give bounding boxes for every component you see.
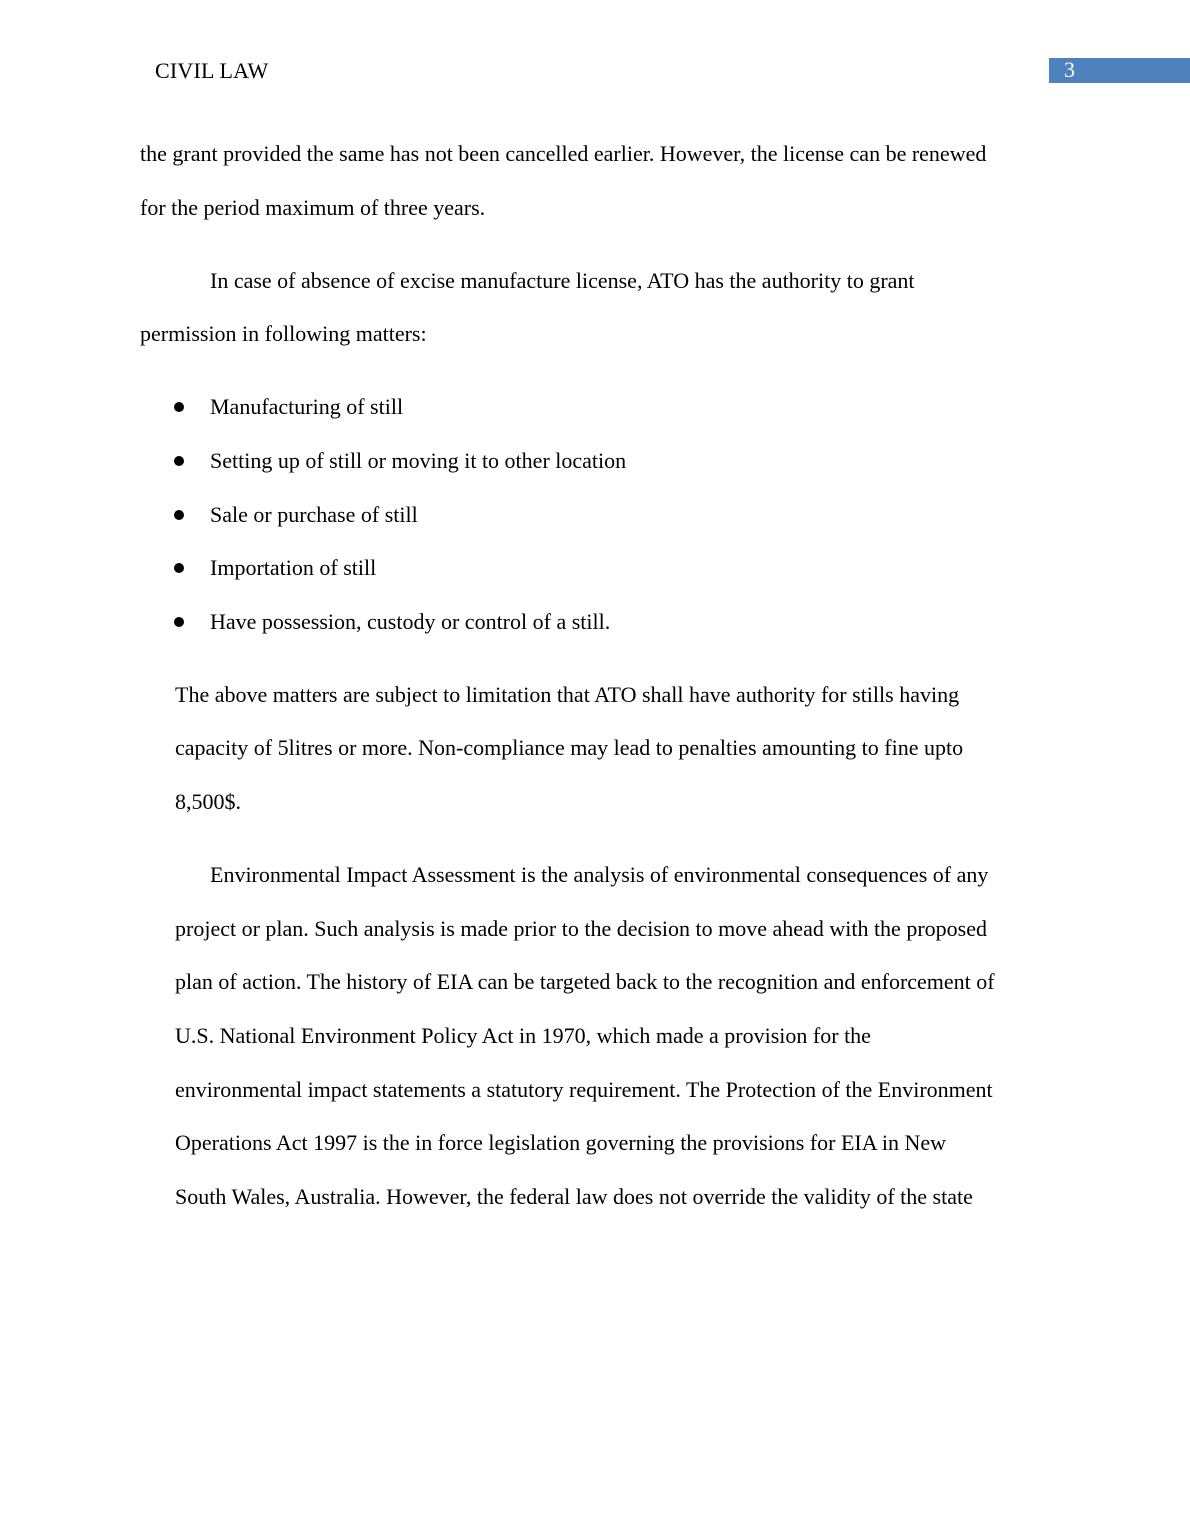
paragraph-line: for the period maximum of three years. — [140, 195, 486, 220]
paragraph-line: South Wales, Australia. However, the federal law does not override the validity of the state — [175, 1184, 973, 1209]
paragraph-line: capacity of 5litres or more. Non-compliance may lead to penalties amounting to fine upto — [175, 735, 964, 760]
bullet-icon — [174, 456, 184, 466]
paragraph-line: Environmental Impact Assessment is the analysis of environmental consequences of any — [210, 862, 989, 887]
paragraph-line: 8,500$. — [175, 789, 241, 814]
paragraph-line: plan of action. The history of EIA can be targeted back to the recognition and enforcement of — [175, 969, 995, 994]
paragraph-line: project or plan. Such analysis is made prior to the decision to move ahead with the proposed — [175, 916, 987, 941]
paragraph-line: Operations Act 1997 is the in force legislation governing the provisions for EIA in New — [175, 1130, 947, 1155]
bullet-icon — [174, 510, 184, 520]
paragraph-line: the grant provided the same has not been cancelled earlier. However, the license can be renewed — [140, 141, 987, 166]
page-number: 3 — [1064, 57, 1075, 82]
paragraph-line: environmental impact statements a statutory requirement. The Protection of the Environment — [175, 1077, 993, 1102]
list-item-text: Importation of still — [210, 555, 377, 580]
paragraph-line: In case of absence of excise manufacture license, ATO has the authority to grant — [210, 268, 915, 293]
list-item-text: Have possession, custody or control of a still. — [210, 609, 611, 634]
paragraph-line: U.S. National Environment Policy Act in 1970, which made a provision for the — [175, 1023, 871, 1048]
list-item-text: Setting up of still or moving it to other location — [210, 448, 627, 473]
list-item-text: Sale or purchase of still — [210, 502, 418, 527]
bullet-icon — [174, 617, 184, 627]
page-number-band — [1049, 58, 1190, 83]
paragraph-line: permission in following matters: — [140, 321, 427, 346]
bullet-icon — [174, 402, 184, 412]
paragraph-line: The above matters are subject to limitation that ATO shall have authority for stills having — [175, 682, 960, 707]
list-item-text: Manufacturing of still — [210, 394, 404, 419]
running-head: CIVIL LAW — [155, 58, 269, 83]
bullet-icon — [174, 563, 184, 573]
